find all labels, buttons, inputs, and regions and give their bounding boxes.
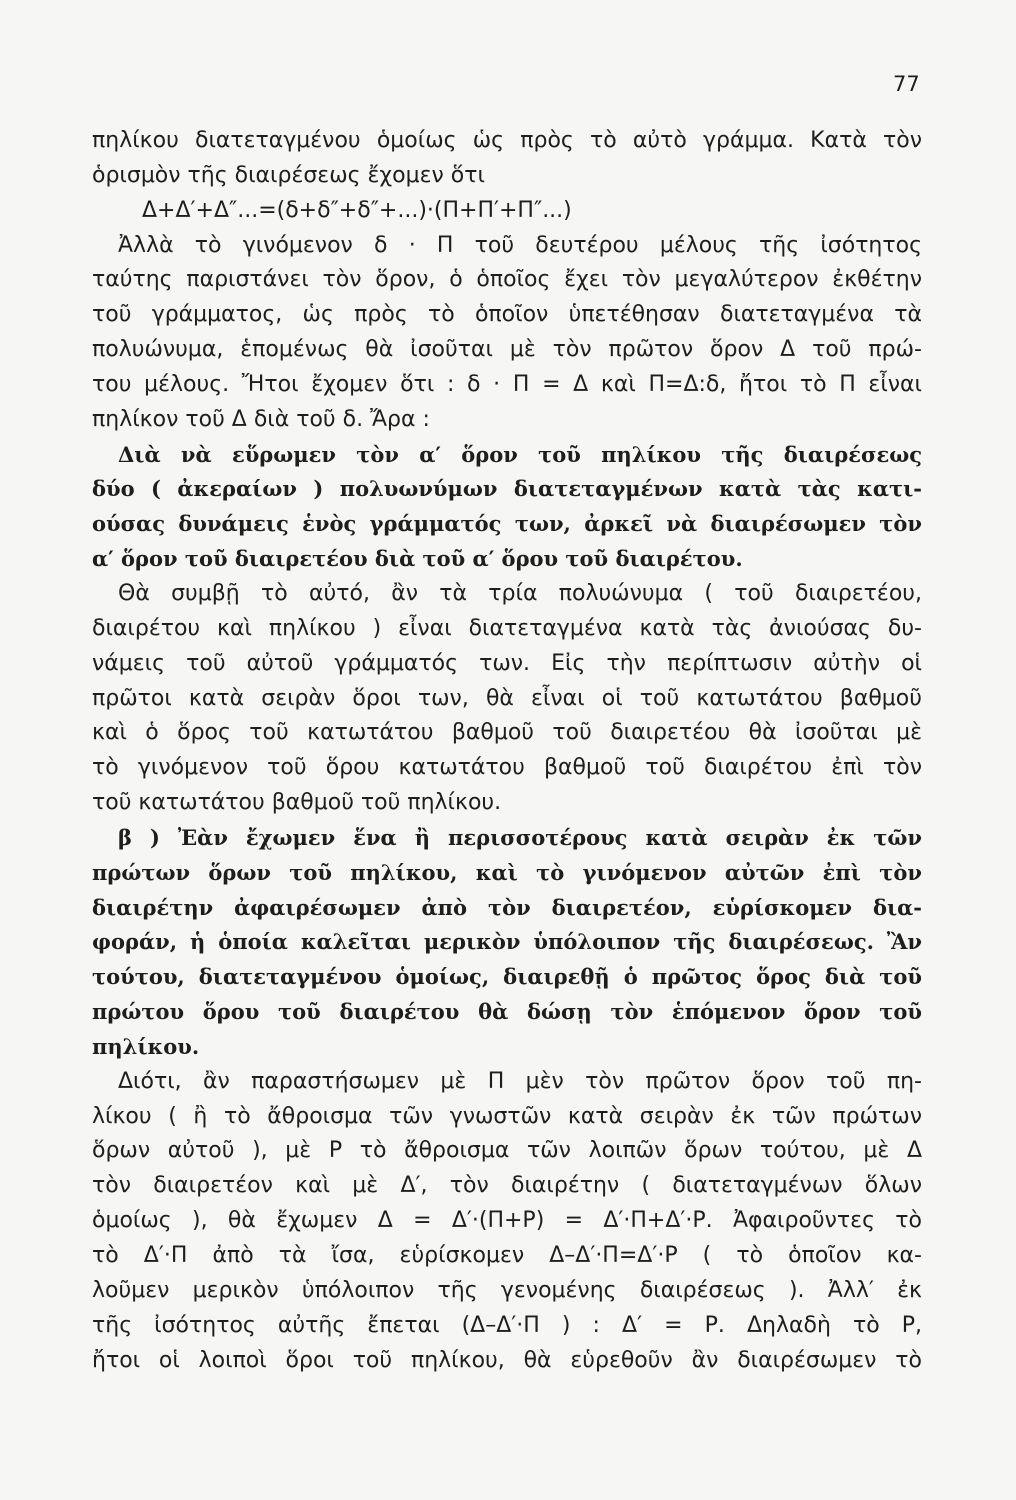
text-line: Θὰ συμβῇ τὸ αὐτό, ἂν τὰ τρία πολυώνυμα ( τοῦ διαιρετέου, (118, 580, 922, 606)
text-line: λοῦμεν μερικὸν ὑπόλοιπον τῆς γενομένης διαιρέσεως ). Ἀλλ′ ἐκ (92, 1277, 922, 1303)
text-line: ὁρισμὸν τῆς διαιρέσεως ἔχομεν ὅτι (92, 162, 485, 188)
paragraph (92, 577, 922, 821)
text-line: α′ ὅρον τοῦ διαιρετέου διὰ τοῦ α′ ὅρου τοῦ διαιρέτου. (92, 546, 743, 572)
text-line: Δ+Δ′+Δ″...=(δ+δ″+δ″+...)·(Π+Π′+Π″...) (142, 197, 572, 223)
text-line: πηλίκον τοῦ Δ διὰ τοῦ δ. Ἄρα : (92, 406, 430, 432)
text-line: ὁμοίως ), θὰ ἔχωμεν Δ = Δ′·(Π+Ρ) = Δ′·Π+Δ′·Ρ. Ἀφαιροῦντες τὸ (92, 1208, 922, 1234)
text-line: πηλίκου διατεταγμένου ὁμοίως ὡς πρὸς τὸ αὐτὸ γράμμα. Κατὰ τὸν (92, 128, 922, 153)
page-body-text (92, 124, 922, 1378)
text-line: Ἀλλὰ τὸ γινόμενον δ · Π τοῦ δευτέρου μέλους τῆς ἰσότητος (118, 232, 922, 258)
text-line: τούτου, διατεταγμένου ὁμοίως, διαιρεθῇ ὁ πρῶτος ὅρος διὰ τοῦ (92, 964, 922, 990)
paragraph (92, 1065, 922, 1379)
text-line: τὸ Δ′·Π ἀπὸ τὰ ἴσα, εὑρίσκομεν Δ–Δ′·Π=Δ′·Ρ ( τὸ ὁποῖον κα- (92, 1243, 922, 1268)
text-line: πρώτου ὅρου τοῦ διαιρέτου θὰ δώσῃ τὸν ἑπόμενον ὅρον τοῦ (92, 999, 922, 1025)
text-line: του μέλους. Ἤτοι ἔχομεν ὅτι : δ · Π = Δ καὶ Π=Δ:δ, ἤτοι τὸ Π εἶναι (92, 371, 922, 397)
text-line: τῆς ἰσότητος αὐτῆς ἔπεται (Δ–Δ′·Π ) : Δ′ = Ρ. Δηλαδὴ τὸ Ρ, (92, 1312, 922, 1338)
text-line: πρώτων ὅρων τοῦ πηλίκου, καὶ τὸ γινόμενον αὐτῶν ἐπὶ τὸν (92, 859, 922, 885)
rule-paragraph (92, 438, 922, 577)
rule-paragraph (92, 821, 922, 1065)
text-line: πρῶτοι κατὰ σειρὰν ὅροι των, θὰ εἶναι οἱ τοῦ κατωτάτου βαθμοῦ (92, 685, 922, 711)
text-line: ούσας δυνάμεις ἑνὸς γράμματός των, ἀρκεῖ νὰ διαιρέσωμεν τὸν (92, 511, 922, 537)
text-line: πολυώνυμα, ἑπομένως θὰ ἰσοῦται μὲ τὸν πρῶτον ὅρον Δ τοῦ πρώ- (92, 337, 922, 363)
text-line: νάμεις τοῦ αὐτοῦ γράμματός των. Εἰς τὴν περίπτωσιν αὐτὴν οἱ (92, 650, 922, 676)
text-line: διαιρέτην ἀφαιρέσωμεν ἀπὸ τὸν διαιρετέον, εὑρίσκομεν δια- (92, 894, 922, 920)
text-line: ἤτοι οἱ λοιποὶ ὅροι τοῦ πηλίκου, θὰ εὑρεθοῦν ἂν διαιρέσωμεν τὸ (92, 1347, 922, 1373)
text-line: λίκου ( ἢ τὸ ἄθροισμα τῶν γνωστῶν κατὰ σειρὰν ἐκ τῶν πρώτων (92, 1103, 922, 1129)
text-line: δύο ( ἀκεραίων ) πολυωνύμων διατεταγμένων κατὰ τὰς κατι- (92, 476, 922, 502)
text-line: Διὰ νὰ εὕρωμεν τὸν α′ ὅρον τοῦ πηλίκου τῆς διαιρέσεως (118, 441, 922, 467)
text-line: καὶ ὁ ὅρος τοῦ κατωτάτου βαθμοῦ τοῦ διαιρετέου θὰ ἰσοῦται μὲ (92, 720, 922, 746)
text-line: τὸ γινόμενον τοῦ ὅρου κατωτάτου βαθμοῦ τοῦ διαιρέτου ἐπὶ τὸν (92, 755, 922, 781)
text-line: ταύτης παριστάνει τὸν ὅρον, ὁ ὁποῖος ἔχει τὸν μεγαλύτερον ἐκθέτην (92, 267, 922, 293)
paragraph (92, 229, 922, 438)
page-number: 77 (893, 72, 920, 96)
text-line: τοῦ γράμματος, ὡς πρὸς τὸ ὁποῖον ὑπετέθησαν διατεταγμένα τὰ (92, 302, 922, 328)
text-line: Διότι, ἂν παραστήσωμεν μὲ Π μὲν τὸν πρῶτον ὅρον τοῦ πη- (118, 1068, 922, 1094)
paragraph (92, 124, 922, 194)
formula (92, 194, 922, 229)
text-line: διαιρέτου καὶ πηλίκου ) εἶναι διατεταγμένα κατὰ τὰς ἀνιούσας δυ- (92, 615, 922, 641)
text-line: β ) Ἐὰν ἔχωμεν ἕνα ἢ περισσοτέρους κατὰ σειρὰν ἐκ τῶν (118, 824, 922, 850)
text-line: φοράν, ἡ ὁποία καλεῖται μερικὸν ὑπόλοιπον τῆς διαιρέσεως. Ἂν (92, 929, 922, 955)
text-line: τὸν διαιρετέον καὶ μὲ Δ′, τὸν διαιρέτην ( διατεταγμένων ὅλων (92, 1173, 922, 1199)
text-line: τοῦ κατωτάτου βαθμοῦ τοῦ πηλίκου. (92, 790, 502, 816)
text-line: πηλίκου. (92, 1033, 200, 1059)
text-line: ὅρων αὐτοῦ ), μὲ Ρ τὸ ἄθροισμα τῶν λοιπῶν ὅρων τούτου, μὲ Δ (92, 1138, 922, 1164)
